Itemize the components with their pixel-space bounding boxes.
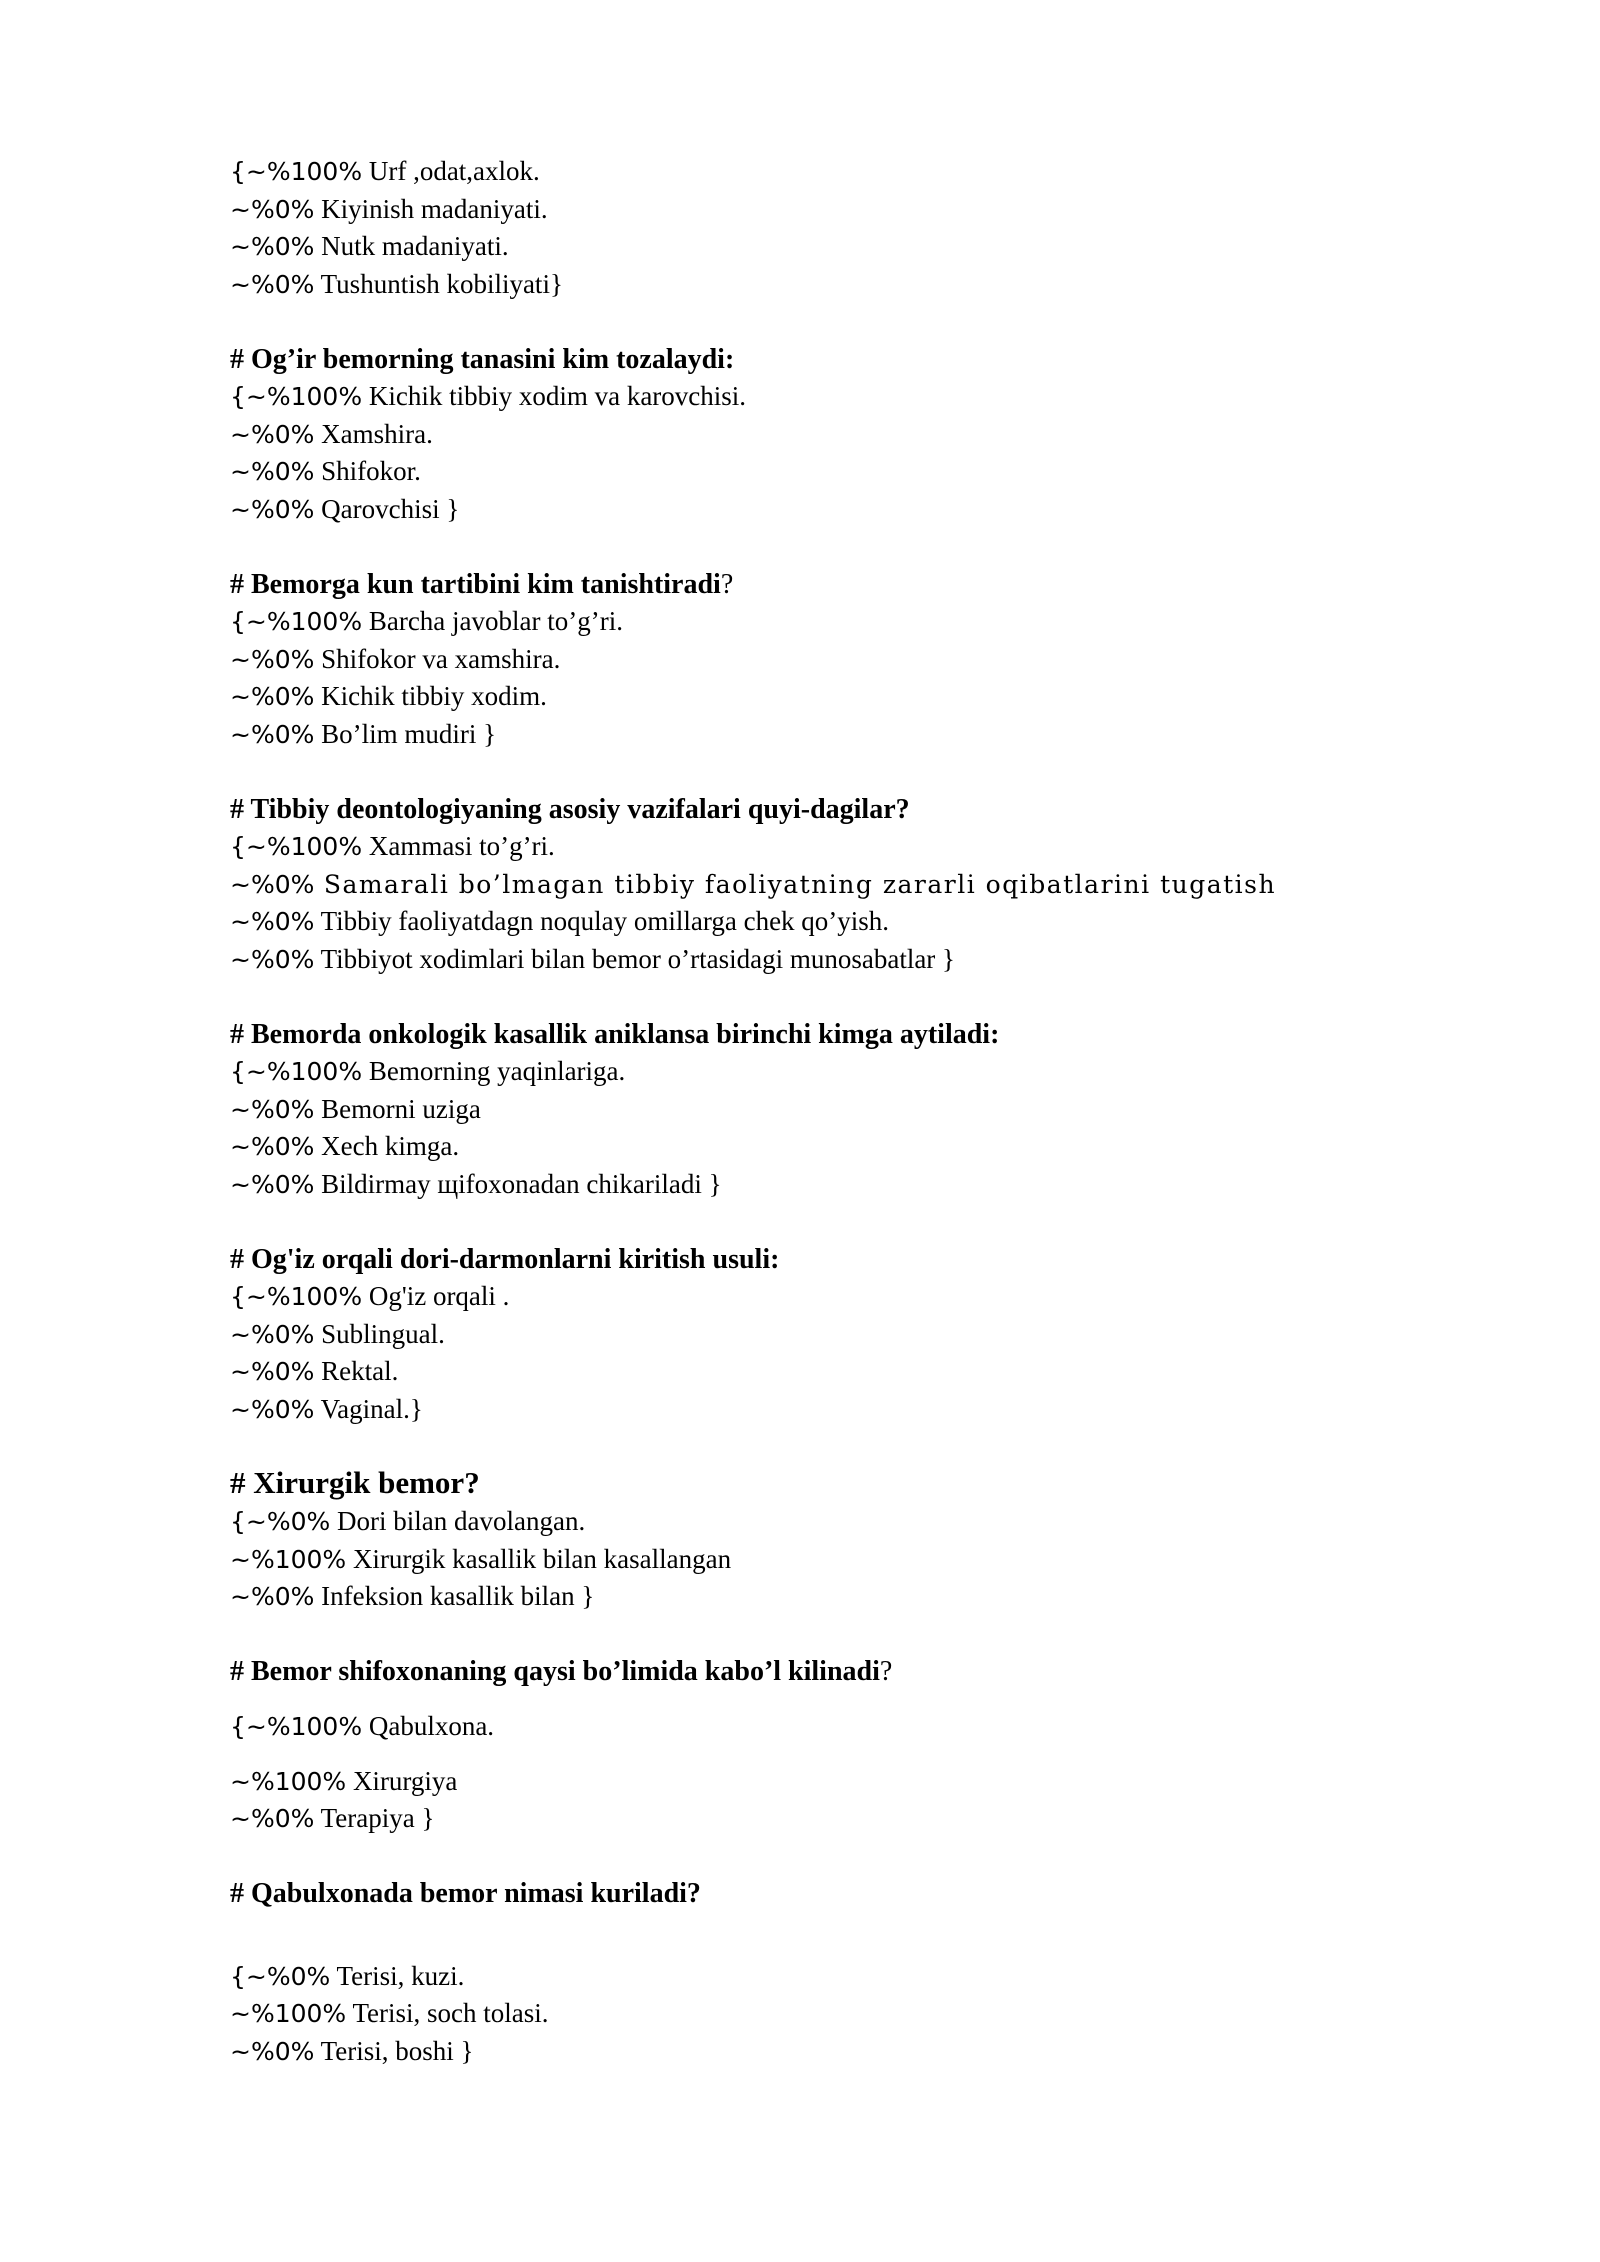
question-heading: # Og'iz orqali dori-darmonlarni kiritish usuli: [230,1244,780,1275]
answer-option: ~%0% Sublingual. [230,1319,445,1349]
answer-option: {~%100% Kichik tibbiy xodim va karovchisi. [230,381,747,411]
answer-option: {~%100% Og'iz orqali . [230,1281,510,1311]
question-heading: # Xirurgik bemor? [230,1465,480,1500]
answer-option: {~%100% Barcha javoblar to’g’ri. [230,606,623,636]
answer-option: ~%0% Nutk madaniyati. [230,231,509,261]
answer-option: {~%100% Bemorning yaqinlariga. [230,1056,626,1086]
answer-option: ~%0% Kichik tibbiy xodim. [230,681,547,711]
answer-option: ~%0% Xamshira. [230,419,433,449]
answer-option: ~%0% Bildirmay щifoxonadan chikariladi } [230,1169,722,1199]
answer-option: ~%0% Tibbiy faoliyatdagn noqulay omillarga chek qo’yish. [230,906,890,936]
answer-option: ~%0% Bo’lim mudiri } [230,719,497,749]
question-heading: # Tibbiy deontologiyaning asosiy vazifalari quyi-dagilar? [230,794,910,825]
answer-option: {~%100% Urf ,odat,axlok. [230,156,540,186]
answer-option: ~%0% Shifokor. [230,456,421,486]
question-heading: # Bemorda onkologik kasallik aniklansa birinchi kimga aytiladi: [230,1019,1000,1050]
answer-option: ~%0% Kiyinish madaniyati. [230,194,548,224]
answer-option: ~%0% Tushuntish kobiliyati} [230,269,563,299]
answer-option: ~%0% Xech kimga. [230,1131,460,1161]
question-heading: # Bemor shifoxonaning qaysi bo’limida kabo’l kilinadi? [230,1656,893,1687]
answer-option: ~%100% Xirurgiya [230,1766,458,1796]
answer-option: ~%0% Rektal. [230,1356,399,1386]
answer-option: ~%0% Shifokor va xamshira. [230,644,561,674]
answer-option: ~%100% Xirurgik kasallik bilan kasallangan [230,1544,732,1574]
question-heading: # Og’ir bemorning tanasini kim tozalaydi: [230,344,735,375]
answer-option: ~%0% Qarovchisi } [230,494,460,524]
answer-option: {~%100% Qabulxona. [230,1711,495,1741]
answer-option: {~%0% Dori bilan davolangan. [230,1506,586,1536]
answer-option: ~%0% Terapiya } [230,1803,435,1833]
answer-option: ~%0% Tibbiyot xodimlari bilan bemor o’rtasidagi munosabatlar } [230,944,956,974]
question-heading: # Bemorga kun tartibini kim tanishtiradi? [230,569,734,600]
answer-option: {~%100% Xammasi to’g’ri. [230,831,555,861]
question-heading: # Qabulxonada bemor nimasi kuriladi? [230,1878,701,1909]
answer-option: ~%100% Terisi, soch tolasi. [230,1998,549,2028]
answer-option: ~%0% Vaginal.} [230,1394,423,1424]
answer-option: ~%0% Terisi, boshi } [230,2036,474,2066]
answer-option: {~%0% Terisi, kuzi. [230,1961,465,1991]
answer-option: ~%0% Bemorni uziga [230,1094,481,1124]
answer-option: ~%0% Infeksion kasallik bilan } [230,1581,595,1611]
answer-option: ~%0% Samarali bo’lmagan tibbiy faoliyatning zararli oqibatlarini tugatish [230,870,1277,899]
